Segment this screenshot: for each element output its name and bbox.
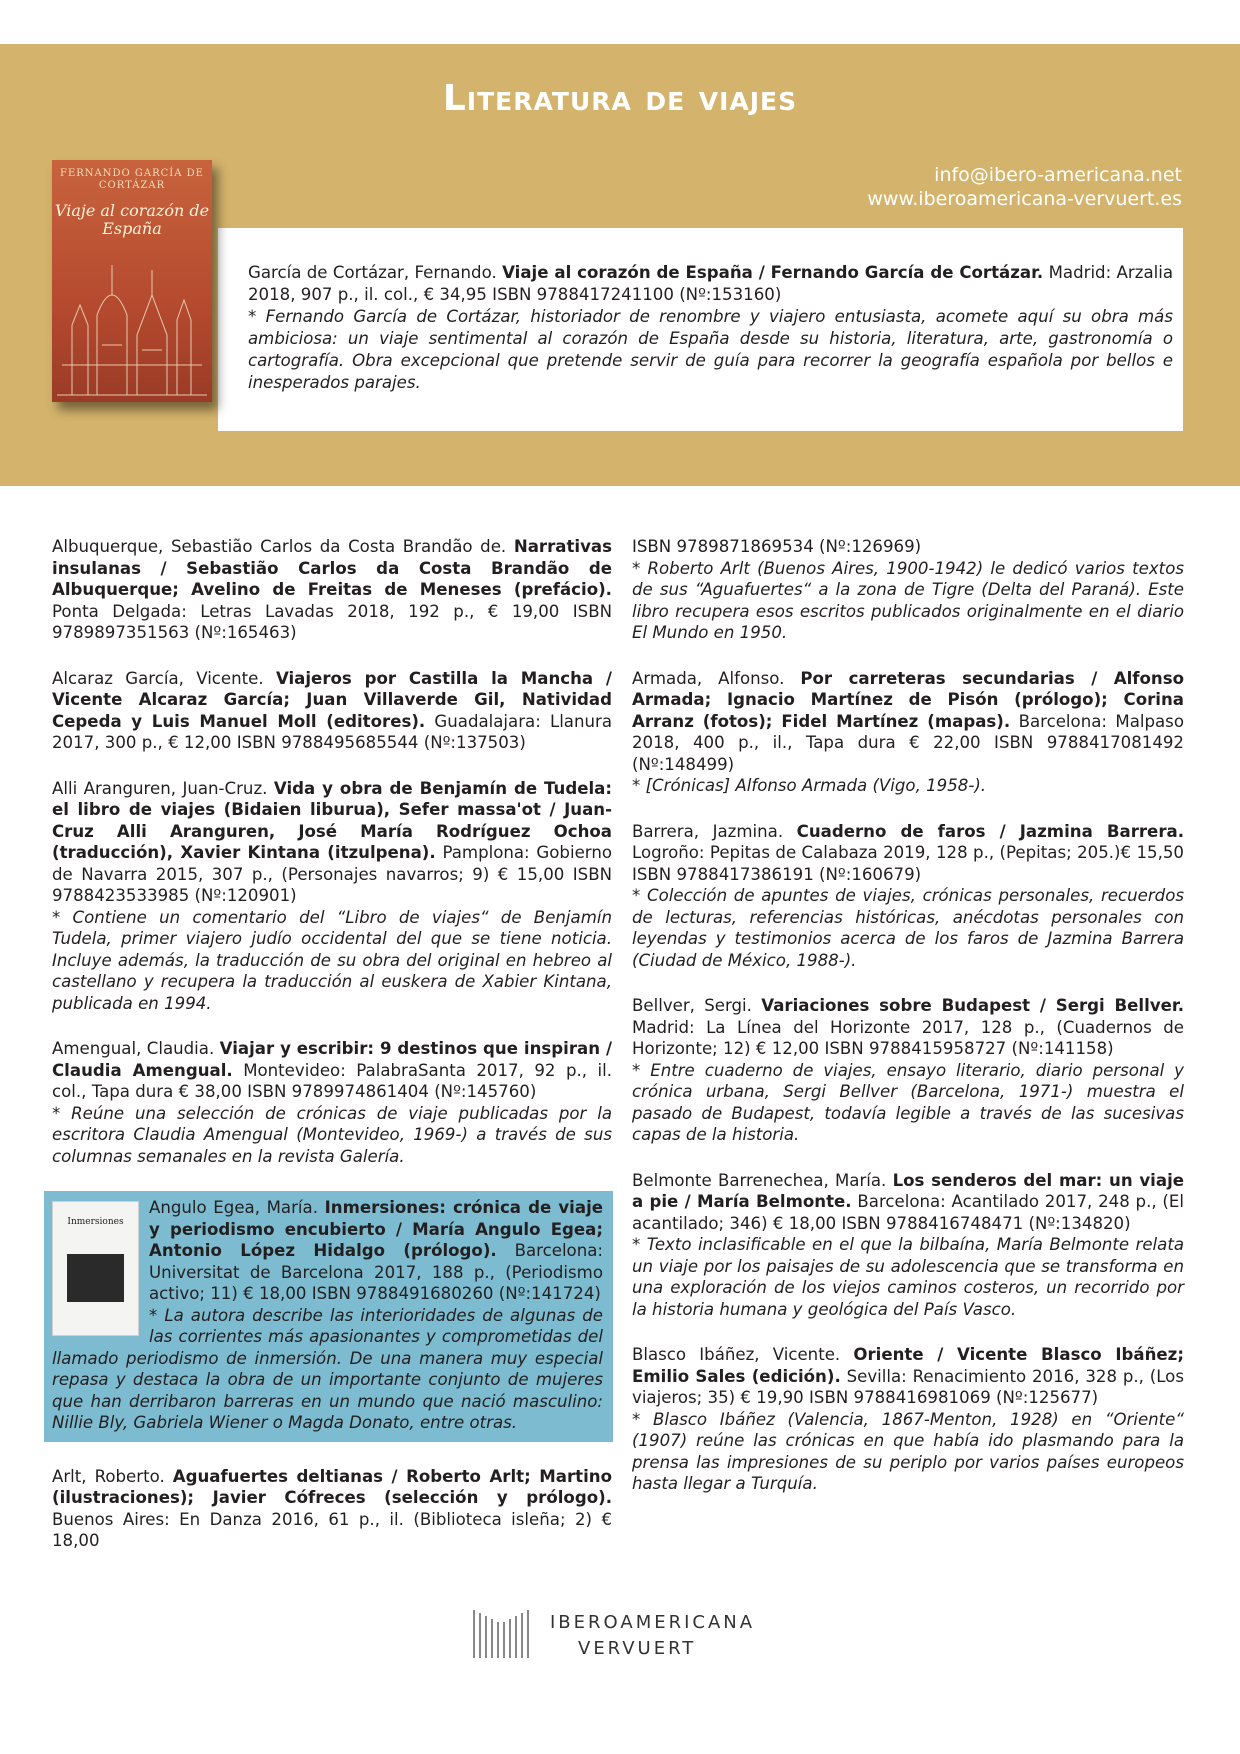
catalog-entry (52, 668, 612, 754)
featured-book-cover (52, 160, 212, 402)
entry-note: * La autora describe las interioridades de algunas de las corrientes más apasionantes y comprometidas del llamado periodismo de inmersión. De una manera muy especial repasa y destaca la obra de un importante conjunto de mujeres que han derribaron barreras en un mundo que nació masculino: Nillie Bly, Gabriela Wiener o Magda Donato, entre otras. (52, 1305, 603, 1432)
entry-author: Bellver, Sergi. (632, 996, 752, 1015)
entry-title: Variaciones sobre Budapest / Sergi Bellver. (761, 996, 1185, 1015)
entry-details: Pamplona: Gobierno de Navarra 2015, 307 p., (Personajes navarros; 9) € 15,00 ISBN 9788423533985 (Nº:120901) (52, 843, 612, 905)
entry-author: Alcaraz García, Vicente. (52, 668, 264, 688)
catalog-entry (632, 821, 1184, 972)
entry-note: * Reúne una selección de crónicas de viaje publicadas por la escritora Claudia Amengual (Montevideo, 1969-) a través de sus columnas semanales en la revista Galería. (52, 1103, 612, 1166)
entry-details: Buenos Aires: En Danza 2016, 61 p., il. (Biblioteca isleña; 2) € 18,00 (52, 1509, 612, 1550)
cover-author: FERNANDO GARCÍA DE CORTÁZAR (60, 168, 204, 191)
cover-photo (67, 1254, 124, 1302)
logo-line-1: IBEROAMERICANA (550, 1612, 756, 1633)
entry-note: * Entre cuaderno de viajes, ensayo literario, diario personal y crónica urbana, Sergi Bellver (Barcelona, 1971-) muestra el pasado de Budapest, todavía legible a través de las sucesivas capas de la historia. (632, 1060, 1184, 1144)
entry-note: * Colección de apuntes de viajes, crónicas personales, recuerdos de lecturas, referencias históricas, anécdotas personales con leyendas y testimonios acerca de los faros de Jazmina Barrera (Ciudad de México, 1988-). (632, 886, 1184, 970)
logo-line-2: VERVUERT (578, 1638, 697, 1659)
entry-details: Barcelona: Acantilado 2017, 248 p., (El acantilado; 346) € 18,00 ISBN 9788416748471 (Nº:134820) (632, 1192, 1184, 1233)
featured-details: Madrid: Arzalia 2018, 907 p., il. col., € 34,95 ISBN 9788417241100 (Nº:153160) (248, 263, 1174, 304)
entry-title: Viajeros por Castilla la Mancha / Vicente Alcaraz García; Juan Villaverde Gil, Natividad Cepeda y Luis Manuel Moll (editores). (52, 668, 612, 731)
entry-author: Belmonte Barrenechea, María. (632, 1170, 887, 1190)
entry-title: Aguafuertes deltianas / Roberto Arlt; Martino (ilustraciones); Javier Cófreces (selección y prólogo). (52, 1466, 612, 1507)
entry-title: Los senderos del mar: un viaje a pie / María Belmonte. (632, 1170, 1185, 1211)
entry-details: Guadalajara: Llanura 2017, 300 p., € 12,00 ISBN 9788495685544 (Nº:137503) (52, 711, 612, 752)
cathedral-illustration (52, 255, 212, 402)
entry-author: Blasco Ibáñez, Vicente. (632, 1345, 841, 1364)
catalog-entry (52, 778, 612, 1015)
entry-details: Montevideo: PalabraSanta 2017, 92 p., il. col., Tapa dura € 38,00 ISBN 9789974861404 (Nº:145760) (52, 1060, 612, 1101)
entry-details: Logroño: Pepitas de Calabaza 2019, 128 p., (Pepitas; 205.)€ 15,50 ISBN 9788417386191 (Nº:160679) (632, 843, 1184, 884)
entry-author: Angulo Egea, María. (149, 1198, 318, 1217)
catalog-entry (632, 1344, 1184, 1495)
entry-details: Madrid: La Línea del Horizonte 2017, 128 p., (Cuadernos de Horizonte; 12) € 12,00 ISBN 9788415958727 (Nº:141158) (632, 1017, 1184, 1058)
entry-title: Por carreteras secundarias / Alfonso Armada; Ignacio Martínez de Pisón (prólogo); Corina Arranz (fotos); Fidel Martínez (mapas). (632, 668, 1184, 731)
entry-author: Arlt, Roberto. (52, 1466, 165, 1486)
catalog-entry (632, 668, 1184, 797)
entry-title: Inmersiones: crónica de viaje y periodismo encubierto / María Angulo Egea; Antonio López Hidalgo (prólogo). (149, 1198, 604, 1260)
entry-details: Ponta Delgada: Letras Lavadas 2018, 192 p., € 19,00 ISBN 9789897351563 (Nº:165463) (52, 601, 612, 642)
entry-title: Viajar y escribir: 9 destinos que inspiran / Claudia Amengual. (52, 1039, 612, 1080)
entry-title: Narrativas insulanas / Sebastião Carlos da Costa Brandão de Albuquerque; Avelino de Freitas de Meneses (prefácio). (52, 537, 612, 599)
cover-title: Inmersiones (67, 1217, 124, 1227)
entry-note: * Roberto Arlt (Buenos Aires, 1900-1942) le dedicó varios textos de sus “Aguafuertes“ a la zona de Tigre (Delta del Paraná). Este libro recupera esos escritos publicados originalmente en el diario El Mundo en 1950. (632, 558, 1184, 642)
entry-note: * Blasco Ibáñez (Valencia, 1867-Menton, 1928) en “Oriente“ (1907) reúne las crónicas en que había ido plasmando para la prensa las impresiones de su periplo por varios países europeos hasta llegar a Turquía. (632, 1409, 1184, 1493)
contact-email[interactable]: info@ibero-americana.net (934, 164, 1182, 186)
entry-title: Vida y obra de Benjamín de Tudela: el libro de viajes (Bidaien liburua), Sefer massa'ot / Juan-Cruz Alli Aranguren, José María Rodríguez Ochoa (traducción), Xavier Kintana (itzulpena). (52, 778, 612, 862)
catalog-entry-continuation (632, 536, 1184, 644)
entry-details: Barcelona: Malpaso 2018, 400 p., il., Tapa dura € 22,00 ISBN 9788417081492 (Nº:148499) (632, 711, 1184, 774)
contact-website[interactable]: www.iberoamericana-vervuert.es (867, 188, 1182, 210)
entry-details: Sevilla: Renacimiento 2016, 328 p., (Los viajeros; 35) € 19,90 ISBN 9788416981069 (Nº:125677) (632, 1366, 1184, 1407)
entry-author: Barrera, Jazmina. (632, 821, 784, 841)
catalog-entry (632, 995, 1184, 1146)
entry-author: Albuquerque, Sebastião Carlos da Costa Brandão de. (52, 537, 507, 556)
featured-author: García de Cortázar, Fernando. (248, 263, 497, 282)
featured-note: * Fernando García de Cortázar, historiador de renombre y viajero entusiasta, acomete aquí su obra más ambiciosa: un viaje sentimental al corazón de España desde su historia, literatura, arte, gastronomía o cartografía. Obra excepcional que pretende servir de guía para recorrer la geografía española por bellos e inesperados parajes. (248, 307, 1173, 392)
entry-details: ISBN 9789871869534 (Nº:126969) (632, 537, 922, 556)
catalog-entry (632, 1170, 1184, 1321)
catalog-entry (52, 536, 612, 644)
entry-details: Barcelona: Universitat de Barcelona 2017, 188 p., (Periodismo activo; 11) € 18,00 ISBN 9788491680260 (Nº:141724) (149, 1241, 603, 1303)
logo-bars-icon (472, 1604, 542, 1664)
entry-title: Oriente / Vicente Blasco Ibáñez; Emilio Sales (edición). (632, 1345, 1184, 1386)
publisher-logo (472, 1604, 772, 1664)
entry-title: Cuaderno de faros / Jazmina Barrera. (796, 821, 1184, 841)
contact-info (867, 163, 1182, 211)
catalog-entry (52, 1466, 612, 1552)
entry-note: * Contiene un comentario del “Libro de viajes“ de Benjamín Tudela, primer viajero judío occidental del que se tiene noticia. Incluye además, la traducción de su obra del original en hebreo al castellano y recupera la traducción al euskera de Xabier Kintana, publicada en 1994. (52, 907, 612, 1013)
featured-entry (248, 262, 1173, 394)
left-column (52, 536, 612, 1576)
entry-note: * Texto inclasificable en el que la bilbaína, María Belmonte relata un viaje por los paisajes de su adolescencia que se transforma en una exploración de los viejos caminos costeros, un recorrido por la historia humana y geológica del País Vasco. (632, 1235, 1184, 1319)
highlighted-entry (44, 1191, 613, 1442)
right-column (632, 536, 1184, 1519)
entry-author: Alli Aranguren, Juan-Cruz. (52, 778, 268, 798)
page-title: Literatura de viajes (442, 78, 798, 119)
cover-title: Viaje al corazón de España (54, 201, 210, 238)
entry-note: * [Crónicas] Alfonso Armada (Vigo, 1958-). (632, 776, 987, 795)
inmersiones-book-cover (52, 1201, 139, 1336)
featured-title: Viaje al corazón de España / Fernando García de Cortázar. (502, 263, 1044, 282)
catalog-entry (52, 1038, 612, 1167)
entry-author: Armada, Alfonso. (632, 668, 785, 688)
entry-author: Amengual, Claudia. (52, 1039, 215, 1058)
